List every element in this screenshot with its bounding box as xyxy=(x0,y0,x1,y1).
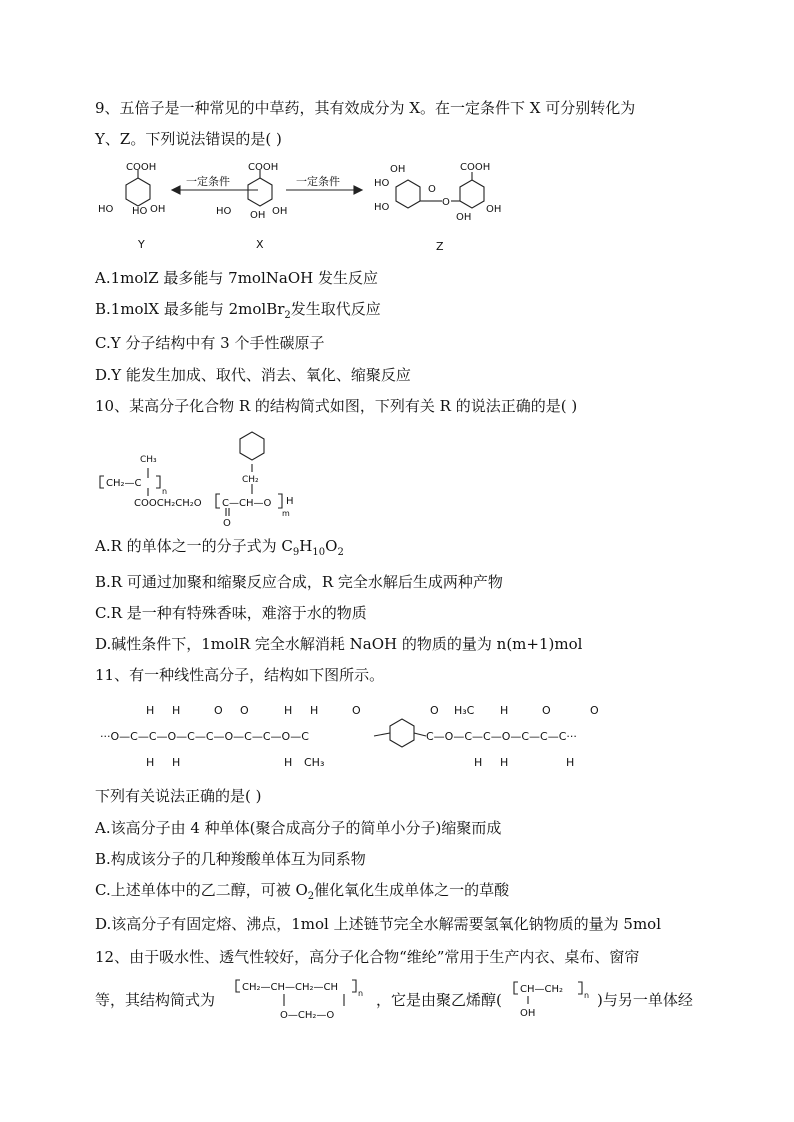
q10-a-sub-9: 9 xyxy=(292,547,300,558)
right-arrowhead xyxy=(354,186,362,194)
q11-main-chain: ···O—C—C—O—C—C—O—C—C—O—C xyxy=(100,730,309,743)
q10-stem: 10、某高分子化合物 R 的结构简式如图，下列有关 R 的说法正确的是( ) xyxy=(95,397,578,415)
q11-h-3: H xyxy=(146,756,155,769)
q11-o-1: O xyxy=(214,704,223,717)
q11-option-c-pre: C.上述单体中的乙二醇，可被 O xyxy=(95,881,308,899)
y-benzene-ring xyxy=(126,178,150,206)
q11-h-10: H xyxy=(500,756,509,769)
z-right-ring xyxy=(460,180,484,208)
z-cooh-label: COOH xyxy=(460,162,491,173)
q9-option-d: D.Y 能发生加成、取代、消去、氧化、缩聚反应 xyxy=(95,366,411,384)
q11-h-11: H xyxy=(566,756,575,769)
q10-structure xyxy=(96,424,426,534)
q12-line1: 12、由于吸水性、透气性较好，高分子化合物“维纶”常用于生产内衣、桌布、窗帘 xyxy=(95,948,640,966)
x-cooh-label: COOH xyxy=(248,162,279,173)
z-label: Z xyxy=(436,240,444,253)
q11-option-c-post: 催化氧化生成单体之一的草酸 xyxy=(314,881,510,899)
q11-h-4: H xyxy=(172,756,181,769)
vinylon-n: n xyxy=(358,989,364,998)
q10-ch3: CH₃ xyxy=(140,455,157,465)
q11-option-d: D.该高分子有固定熔、沸点，1mol 上述链节完全水解需要氢氧化钠物质的量为 5mol xyxy=(95,915,661,933)
q11-h-2: H xyxy=(172,704,181,717)
y-label: Y xyxy=(138,238,145,251)
q10-repeat-core: C—CH—O xyxy=(222,498,272,509)
q9-option-c: C.Y 分子结构中有 3 个手性碳原子 xyxy=(95,334,325,352)
x-ho-label: HO xyxy=(216,206,232,217)
q10-ester-chain: COOCH₂CH₂O xyxy=(134,498,202,509)
q12-line2-mid: ，它是由聚乙烯醇( xyxy=(376,991,502,1009)
left-arrowhead xyxy=(172,186,180,194)
q9-stem-line2: Y、Z。下列说法错误的是( ) xyxy=(95,130,282,148)
z-ho-label-1: HO xyxy=(374,178,390,189)
q10-bracket-close-n xyxy=(156,476,160,488)
z-ho-label-2: HO xyxy=(374,202,390,213)
x-benzene-ring xyxy=(248,178,272,206)
q10-ch2-c: CH₂—C xyxy=(106,478,142,489)
left-arrow-label: 一定条件 xyxy=(186,175,230,188)
q12-line2-post: )与另一单体经 xyxy=(597,991,693,1009)
q11-ch3-1: CH₃ xyxy=(304,756,325,769)
x-oh-label-2: OH xyxy=(272,206,288,217)
pva-bracket-close xyxy=(578,982,582,994)
y-oh-label: OH xyxy=(150,204,166,215)
z-oh-label-3: OH xyxy=(486,204,502,215)
q10-bracket-close-m xyxy=(278,494,282,508)
q9-reaction-scheme xyxy=(90,158,520,258)
q10-a-h: H xyxy=(299,537,313,555)
q10-bracket-open-n xyxy=(100,476,104,488)
q10-a-sub-10: 10 xyxy=(312,547,326,558)
q10-phenyl-ring xyxy=(240,432,264,460)
q9-option-b-post: 发生取代反应 xyxy=(290,300,381,318)
x-label: X xyxy=(256,238,264,251)
q10-option-d: D.碱性条件下，1molR 完全水解消耗 NaOH 的物质的量为 n(m+1)mol xyxy=(95,635,583,653)
q10-option-a xyxy=(95,536,344,556)
q11-option-c-sub: 2 xyxy=(307,891,315,902)
z-carbonyl-o: O xyxy=(428,184,436,195)
q11-o-6: O xyxy=(590,704,599,717)
z-oh-label-2: OH xyxy=(456,212,472,223)
z-ester-o: O xyxy=(442,197,450,208)
pva-oh: OH xyxy=(520,1008,536,1019)
q12-pva-structure xyxy=(512,978,600,1022)
q11-h-1: H xyxy=(146,704,155,717)
q11-o-5: O xyxy=(542,704,551,717)
pva-top: CH—CH₂ xyxy=(520,984,564,995)
x-oh-label: OH xyxy=(250,210,266,221)
vinylon-bracket-open xyxy=(236,980,240,992)
q11-o-4: O xyxy=(430,704,439,717)
q10-n: n xyxy=(162,487,168,496)
q10-ch2: CH₂ xyxy=(242,475,259,485)
q11-h-7: H xyxy=(284,756,293,769)
q9-option-b-pre: B.1molX 最多能与 2molBr xyxy=(95,300,285,318)
y-ho-label-2: HO xyxy=(132,206,148,217)
pva-n: n xyxy=(584,991,590,1000)
q12-vinylon-structure xyxy=(232,976,372,1032)
vinylon-bottom: O—CH₂—O xyxy=(280,1010,335,1021)
y-ho-label: HO xyxy=(98,204,114,215)
q9-option-b-sub: 2 xyxy=(284,310,291,321)
q11-h-5: H xyxy=(284,704,293,717)
q11-h3c: H₃C xyxy=(454,704,475,717)
q11-h-8: H xyxy=(500,704,509,717)
q11-structure xyxy=(96,696,636,776)
vinylon-bracket-close xyxy=(352,980,356,992)
q11-stem: 11、有一种线性高分子，结构如下图所示。 xyxy=(95,666,385,684)
q9-option-a: A.1molZ 最多能与 7molNaOH 发生反应 xyxy=(95,269,378,287)
q10-m: m xyxy=(282,509,290,518)
q10-option-c: C.R 是一种有特殊香味，难溶于水的物质 xyxy=(95,604,367,622)
q10-end-h: H xyxy=(286,496,294,507)
q9-stem-line1: 9、五倍子是一种常见的中草药，其有效成分为 X。在一定条件下 X 可分别转化为 xyxy=(95,99,636,117)
q10-option-b: B.R 可通过加聚和缩聚反应合成，R 完全水解后生成两种产物 xyxy=(95,573,503,591)
q11-question: 下列有关说法正确的是( ) xyxy=(95,787,262,805)
q9-option-b xyxy=(95,299,381,319)
q11-option-a: A.该高分子由 4 种单体(聚合成高分子的简单小分子)缩聚而成 xyxy=(95,819,502,837)
q12-line2-pre: 等，其结构简式为 xyxy=(95,991,216,1009)
z-left-ring xyxy=(396,180,420,208)
y-cooh-label: COOH xyxy=(126,162,157,173)
q11-h-6: H xyxy=(310,704,319,717)
q11-option-c xyxy=(95,880,509,900)
q11-h-9: H xyxy=(474,756,483,769)
q10-a-sub-2: 2 xyxy=(337,547,344,558)
right-arrow-label: 一定条件 xyxy=(296,175,340,188)
z-oh-label-1: OH xyxy=(390,164,406,175)
q11-o-2: O xyxy=(240,704,249,717)
q11-o-3: O xyxy=(352,704,361,717)
q11-after-ring: C—O—C—C—O—C—C—C··· xyxy=(426,730,577,743)
q10-bracket-open-m xyxy=(216,494,220,508)
q11-option-b: B.构成该分子的几种羧酸单体互为同系物 xyxy=(95,850,366,868)
q10-carbonyl-o: O xyxy=(223,518,231,529)
pva-bracket-open xyxy=(514,982,518,994)
q11-benzene-ring xyxy=(390,719,414,747)
q10-option-a-pre: A.R 的单体之一的分子式为 C xyxy=(95,537,293,555)
q10-a-o: O xyxy=(325,537,338,555)
vinylon-top: CH₂—CH—CH₂—CH xyxy=(242,982,339,993)
